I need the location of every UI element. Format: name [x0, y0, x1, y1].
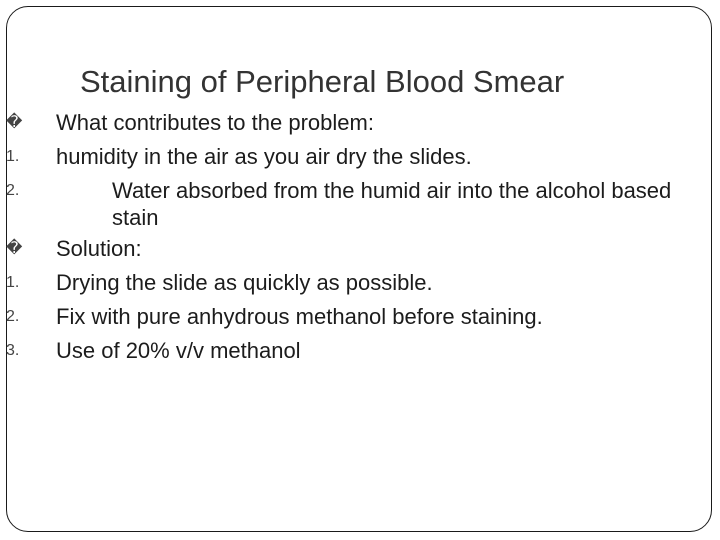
- item-text: Fix with pure anhydrous methanol before staining.: [56, 304, 543, 329]
- slide-title: Staining of Peripheral Blood Smear: [80, 64, 565, 99]
- item-number: 2.: [6, 182, 20, 199]
- numbered-item: [0, 266, 720, 300]
- bullet-text: What contributes to the problem:: [56, 110, 374, 135]
- numbered-item: [0, 140, 720, 174]
- item-number: 2.: [6, 308, 20, 325]
- numbered-item: [0, 300, 720, 334]
- item-text: Water absorbed from the humid air into the alcohol based stain: [112, 178, 672, 230]
- bullet-box-icon: �: [6, 114, 23, 131]
- item-number: 3.: [6, 342, 20, 359]
- item-number: 1.: [6, 274, 20, 291]
- bullet-item: [0, 106, 720, 140]
- item-text: humidity in the air as you air dry the slides.: [56, 144, 472, 169]
- numbered-item: [0, 334, 720, 368]
- item-number: 1.: [6, 148, 20, 165]
- bullet-text: Solution:: [56, 236, 142, 261]
- item-text: Use of 20% v/v methanol: [56, 338, 301, 363]
- bullet-item: [0, 232, 720, 266]
- numbered-item: [0, 174, 720, 232]
- item-text: Drying the slide as quickly as possible.: [56, 270, 433, 295]
- bullet-box-icon: �: [6, 240, 23, 257]
- slide-body: [0, 106, 720, 368]
